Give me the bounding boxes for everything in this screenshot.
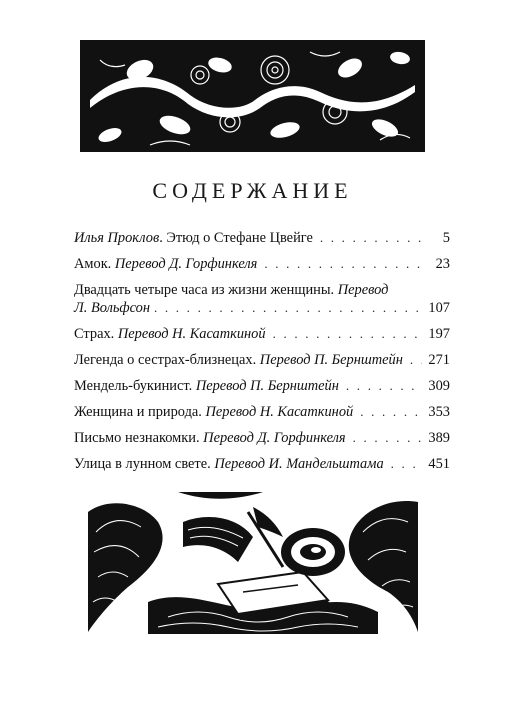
page-number: 389 [428, 430, 450, 446]
list-item [74, 351, 450, 369]
list-item [74, 281, 450, 317]
dot-leader [353, 429, 422, 447]
list-item [74, 325, 450, 343]
list-item [74, 403, 450, 421]
dot-leader [346, 377, 422, 395]
entry-title: Мендель-букинист. [74, 378, 193, 394]
dot-leader [320, 229, 422, 247]
entry-title: Амок. [74, 256, 112, 272]
table-of-contents [74, 229, 450, 481]
page-number: 107 [428, 300, 450, 316]
dot-leader [410, 351, 422, 369]
entry-translator-part2: Л. Вольфсон [74, 300, 150, 316]
dot-leader [154, 299, 422, 317]
entry-translator: Перевод П. Бернштейн [259, 352, 403, 368]
page-number: 309 [428, 378, 450, 394]
inkwell-quill-engraving-icon [88, 492, 418, 634]
list-item [74, 377, 450, 395]
entry-title: Двадцать четыре часа из жизни женщины. [74, 282, 335, 298]
entry-translator: Перевод Д. Горфинкеля [203, 430, 346, 446]
entry-title: Легенда о сестрах-близнецах. [74, 352, 257, 368]
entry-author: Илья Проклов [74, 230, 160, 246]
dot-leader [360, 403, 422, 421]
entry-translator: Перевод П. Бернштейн [195, 378, 339, 394]
entry-translator: Перевод И. Мандельштама [214, 456, 384, 472]
list-item [74, 429, 450, 447]
page-number: 451 [428, 456, 450, 472]
list-item [74, 455, 450, 473]
entry-translator: Перевод Н. Касаткиной [205, 404, 354, 420]
entry-title: Страх. [74, 326, 115, 342]
page-title: СОДЕРЖАНИЕ [152, 178, 353, 203]
page-number: 5 [442, 230, 450, 246]
entry-translator-part1: Перевод [337, 282, 389, 298]
floral-engraving-icon [80, 40, 425, 152]
dot-leader [273, 325, 422, 343]
dot-leader [391, 455, 422, 473]
entry-translator: Перевод Д. Горфинкеля [114, 256, 258, 272]
list-item [74, 255, 450, 273]
page-number: 197 [428, 326, 450, 342]
list-item [74, 229, 450, 247]
entry-title: . Этюд о Стефане Цвейге [159, 230, 313, 246]
entry-title: Письмо незнакомки. [74, 430, 200, 446]
page-number: 353 [428, 404, 450, 420]
page-number: 271 [428, 352, 450, 368]
entry-title: Улица в лунном свете. [74, 456, 211, 472]
entry-translator: Перевод Н. Касаткиной [117, 326, 266, 342]
page-number: 23 [435, 256, 450, 272]
dot-leader [264, 255, 422, 273]
entry-title: Женщина и природа. [74, 404, 202, 420]
